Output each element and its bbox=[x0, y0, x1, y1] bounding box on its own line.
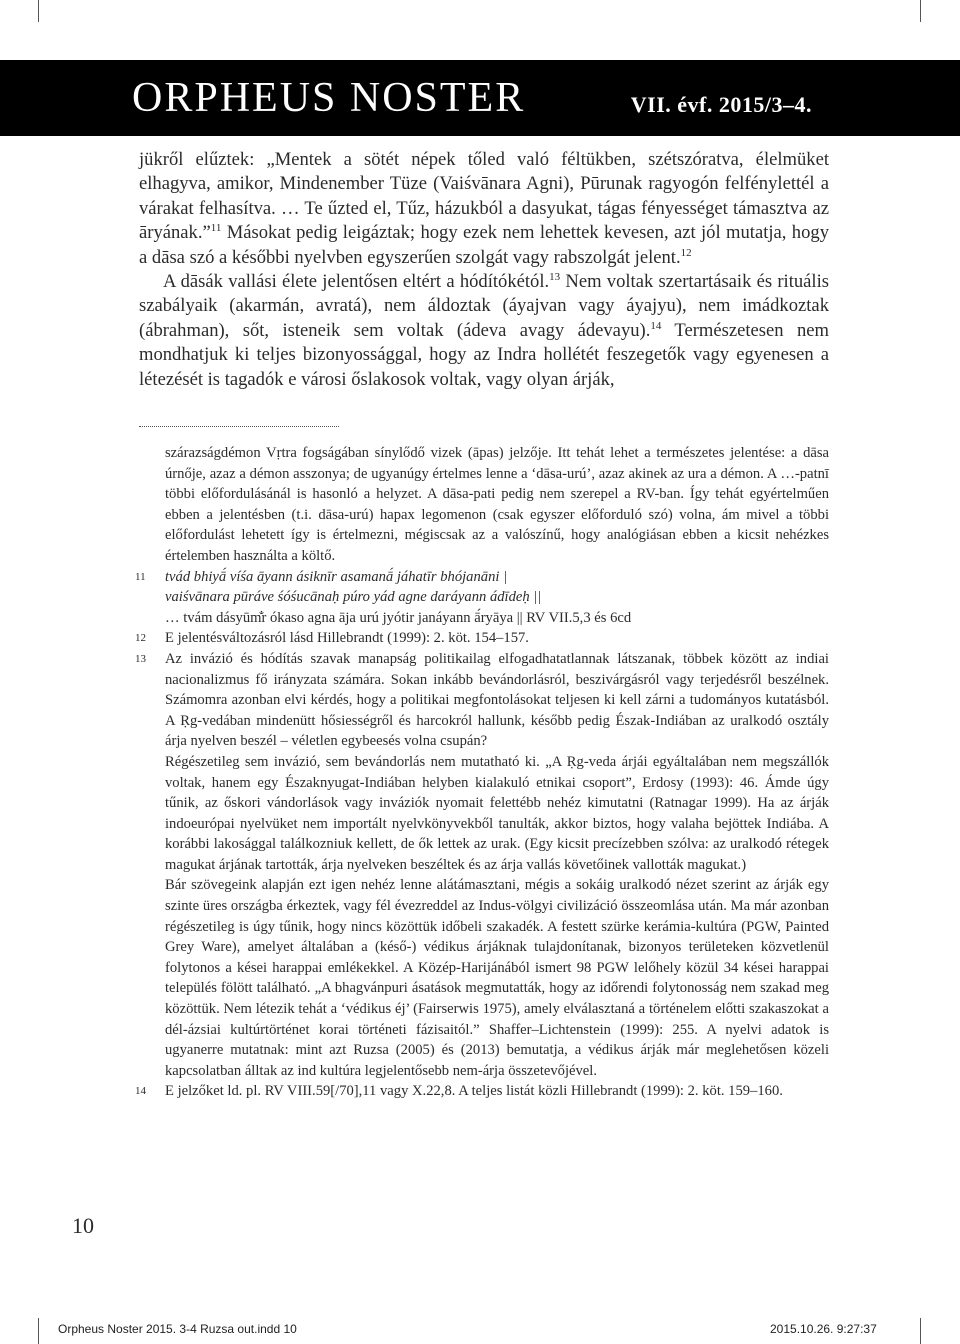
footnote-continuation bbox=[139, 443, 829, 567]
verse-line: … tvám dásyūm̐r ókaso agna āja urú jyótir janáyann ā́ryāya || RV VII.5,3 és 6cd bbox=[165, 609, 632, 626]
footnotes bbox=[135, 443, 829, 1102]
paragraph-2-text: A dāsák vallási élete jelentősen eltért a hódítókétól. bbox=[163, 271, 550, 293]
footnote-14 bbox=[135, 1081, 829, 1102]
footnote-ref-11[interactable]: 11 bbox=[210, 222, 222, 235]
page-number: 10 bbox=[72, 1213, 94, 1238]
footnote-paragraph: Az invázió és hódítás szavak manapság politikailag elfogadhatatlannak látszanak, többek között az indiai nacionalizmus fő irányzata számára. Sokan inkább bevándorlásról, beszivárgásról vagy terjedésről beszélnek. Számomra azonban elvi kérdés, hogy a politikai megfontolásokat teljesen ki kell zárni a tudományos kutatásból. A Ṛg-vedában mindenütt hősiességről és harcokról hallunk, később pedig Észak-Indiában az uralkodó osztály árja nyelven beszél – véletlen egybeesés volna csupán? bbox=[165, 650, 829, 750]
footnote-text: E jelentésváltozásról lásd Hillebrandt (1999): 2. köt. 154–157. bbox=[165, 630, 529, 647]
footnote-number: 11 bbox=[135, 570, 146, 583]
footnote-number: 12 bbox=[135, 632, 146, 645]
journal-masthead bbox=[0, 60, 960, 136]
crop-mark-top-left bbox=[38, 0, 39, 22]
footnote-paragraph: Régészetileg sem invázió, sem bevándorlás nem mutatható ki. „A Ṛg-veda árjái egyáltalában nem megszállók voltak, hanem egy Északnyugat-Indiában helyben kialakuló etnikai csoport”, Erdosy (1993): 46. Ámde úgy tűnik, az őskori vándorlások vagy inváziók nyomait felettébb nehéz kimutatni (Ratnagar 1999). Ha az árják indoeurópai nyelvüket nem importált nyelvkönyvekből tanulták, akkor biztos, hogy valaha bejöttek Indiába. A korábbi lakosággal találkozniuk kellett, de ők lettek az urak. (Egy kicsit precízebben szólva: az uralkodó rétegek magukat árjának tartották, árja nyelveken beszéltek és az árja vallás követőinek vallották magukat.) bbox=[165, 753, 829, 873]
footnote-number: 13 bbox=[135, 652, 146, 665]
crop-mark-bottom-right bbox=[920, 1318, 921, 1344]
crop-mark-top-right bbox=[920, 0, 921, 22]
main-text bbox=[139, 148, 829, 392]
verse-line: vaiśvānara pūráve śóśucānaḥ púro yád agne daráyann ádīdeḥ || bbox=[165, 589, 542, 606]
footnote-ref-14[interactable]: 14 bbox=[650, 319, 662, 332]
footnote-13 bbox=[135, 649, 829, 1081]
footnote-number: 14 bbox=[135, 1085, 146, 1098]
footnote-paragraph: Bár szövegeink alapján ezt igen nehéz lenne alátámasztani, mégis a sokáig uralkodó nézet szerint az árják egy szinte üres országba érkeztek, vagy fél évezreddel az Indus-völgyi civilizáció összeomlása után. Ma már azonban régészetileg is úgy tűnik, hogy nincs közöttük időbeli szakadék. A festett szürke kerámia-kultúra (PGW, Painted Grey Ware), amelyet általában a (késő-) védikus árjáknak tulajdonítanak, bizonyos területeken közvetlenül folytonos a kései harappai emlékekkel. A Közép-Harijánából ismert 98 PGW lelőhely közül 34 kései harappai település fölött található. „A bhagvánpuri ásatások megmutatták, hogy az időrendi folytonosság nem szakad meg közöttük. Nem létezik tehát a ‘védikus éj’ (Fairserwis 1975), amely elválasztaná a történelem előtti szakaszokat a dél-ázsiai kultúrtörténet korai történeti fázisaitól.” Shaffer–Lichtenstein (1999): 255. A nyelvi adatok is ugyanerre mutatnak: mint azt Ruzsa (2005) és (2013) bemutatja, a védikus árják már meglehetősen közeli kapcsolatban álltak az ind kultúra legjelentősebb nem-árja összetevőjével. bbox=[165, 877, 829, 1079]
paragraph-1-text-b: Másokat pedig leigáztak; hogy ezek nem lehettek kevesen, azt jól mutatja, hogy a dāsa szó a későbbi nyelvben egyszerűen szolgát vagy rabszolgát jelent. bbox=[139, 222, 829, 268]
print-slug-date: 2015.10.26. 9:27:37 bbox=[770, 1322, 877, 1336]
verse-line: tvád bhiyā́ víśa āyann ásiknīr asamanā́ jáhatīr bhójanāni | bbox=[165, 568, 508, 585]
journal-logo: ORPHEUS NOSTER bbox=[132, 75, 526, 121]
footnote-continuation-text: szárazságdémon Vṛtra fogságában sínylődő vizek (āpas) jelzője. Itt tehát lehet a természetes jelentése: a dāsa úrnője, azaz a démon asszonya; de ugyanúgy értelmes lenne a ‘dāsa-urú’, azaz akinek az ura a démon. A …-patnī többi előfordulásánál is hasonló a helyzet. A dāsa-pati pedig nem szerepel a RV-ban. Így tehát egyértelműen ebben a jelentésben (t.i. dāsa-urú) hapax legomenon (csak egyszer előforduló szó) volna, ám mivel a többi előfordulást lehetett így is értelmezni, mégiscsak az a valószínű, hogy analógiásan ebben a kicsit nehézkes értelemben használta a költő. bbox=[165, 445, 829, 564]
footnote-ref-13[interactable]: 13 bbox=[549, 270, 561, 283]
paragraph-1-text: jükről elűztek: „Mentek a sötét népek tőled való féltükben, szétszóratva, élelmüket elhagyva, amikor, Mindenember Tüze (Vaiśvānara Agni), Pūrunak ragyogón felfénylettél a várakat felhasítva. … Te űzted el, Tűz, házukból a dasyukat, tágas fényességet támasztva az āryának.” bbox=[139, 149, 829, 244]
paragraph-1 bbox=[139, 148, 829, 270]
footnote-11 bbox=[135, 567, 829, 629]
footnote-ref-12[interactable]: 12 bbox=[680, 246, 692, 259]
paragraph-2 bbox=[139, 270, 829, 392]
issue-label: VII. évf. 2015/3–4. bbox=[630, 92, 812, 117]
footnote-text: E jelzőket ld. pl. RV VIII.59[/70],11 vagy X.22,8. A teljes listát közli Hillebrandt (1999): 2. köt. 159–160. bbox=[165, 1083, 783, 1100]
print-slug-file: Orpheus Noster 2015. 3-4 Ruzsa out.indd 10 bbox=[58, 1322, 297, 1336]
paragraph-2-text-c: Természetesen nem mondhatjuk ki teljes bizonyossággal, hogy az Indra hollétét feszegetők vagy egyenesen a létezését is tagadók e városi őslakosok voltak, vagy olyan árják, bbox=[139, 319, 829, 390]
paragraph-2-text-b: Nem voltak szertartásaik és rituális szabályaik (akarmán, avratá), nem áldoztak (áyajvan vagy áyajyu), nem imádkoztak (ábrahman), sőt, isteneik sem voltak (ádeva avagy ádevayu). bbox=[139, 271, 829, 341]
footnote-12 bbox=[135, 628, 829, 649]
footnote-separator bbox=[139, 426, 339, 427]
crop-mark-bottom-left bbox=[38, 1318, 39, 1344]
